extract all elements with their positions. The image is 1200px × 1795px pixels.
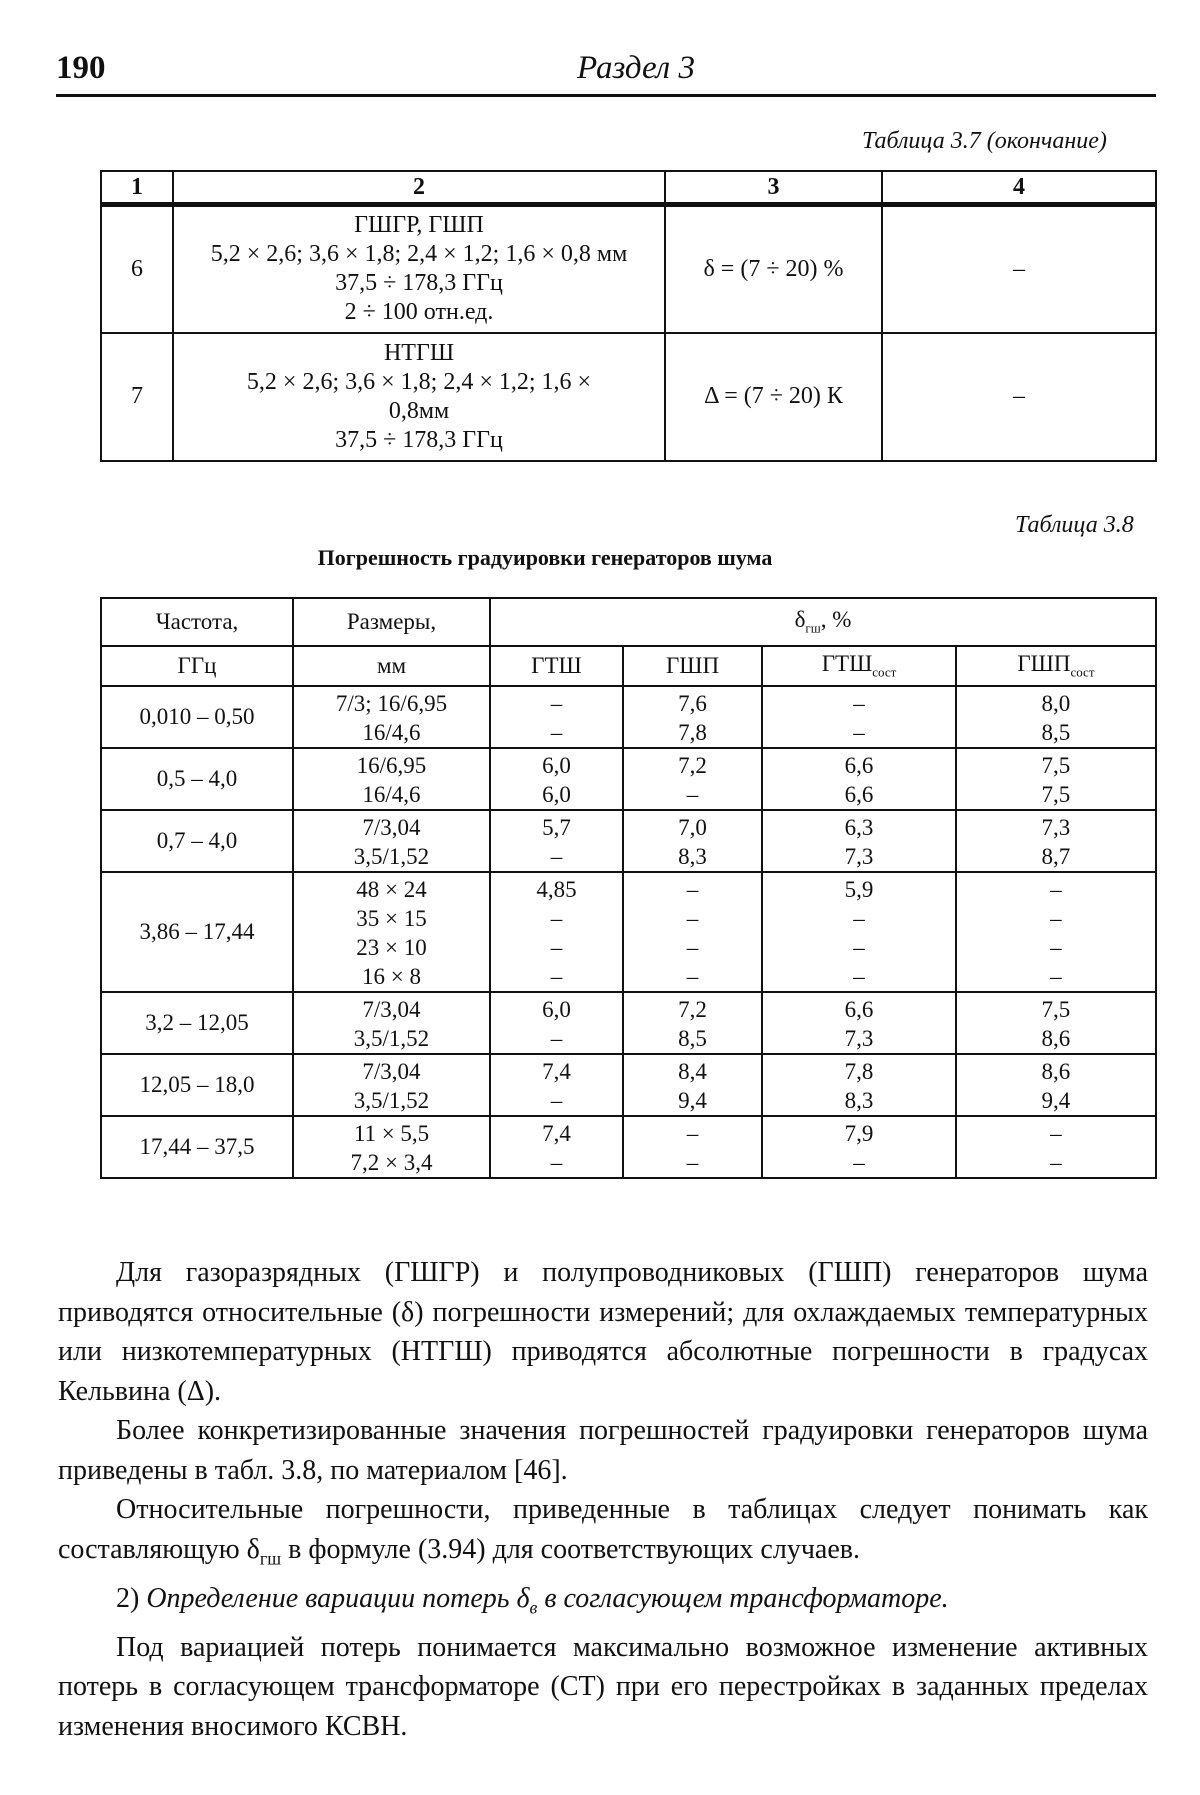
table-row [101,992,1156,1054]
frequency-cell: 17,44 – 37,5 [101,1116,293,1178]
cell-line: – [550,1026,563,1051]
desc-line: 5,2 × 2,6; 3,6 × 1,8; 2,4 × 1,2; 1,6 × 0,8 мм [210,241,628,268]
cell-line: – [550,964,563,989]
cell-line: – [686,906,699,931]
paragraph-text: Определение вариации потерь δ [146,1582,530,1614]
cell-line: 7/3,04 [362,1059,421,1084]
cell-line: 7/3,04 [362,997,421,1022]
cell-line: – [853,906,865,931]
table-37-col-3: 3 [665,171,882,205]
cell-line: 7,3 [844,844,874,869]
cell-line: 7,9 [844,1121,874,1146]
cell-line: 8,0 [1041,691,1071,716]
gshp-sost-cell [956,992,1156,1054]
row-description [173,205,665,333]
cell-line: 8,6 [1041,1026,1071,1051]
gtsh-cell [490,1054,623,1116]
cell-line: 7,3 [1041,815,1071,840]
gtsh-sost-cell [762,810,956,872]
head-gshp: ГШП [623,646,762,686]
cell-line: 6,6 [844,753,874,778]
head-size: Размеры, [293,598,490,646]
row-error: δ = (7 ÷ 20) % [665,205,882,333]
row-number: 6 [101,205,173,333]
cell-line: 7,3 [844,1026,874,1051]
cell-line: 7/3,04 [362,815,421,840]
cell-line: – [853,720,865,745]
running-header [56,50,1156,94]
gshp-sost-cell [956,748,1156,810]
cell-line: – [853,964,865,989]
cell-line: – [1050,935,1062,960]
cell-line: – [853,1150,865,1175]
page-number: 190 [56,50,106,86]
cell-line: 3,5/1,52 [353,1088,430,1113]
body-text [58,1253,1148,1746]
cell-line: 8,6 [1041,1059,1071,1084]
gtsh-cell [490,872,623,992]
table-38-title: Погрешность градуировки генераторов шума [317,545,773,570]
desc-line: 2 ÷ 100 отн.ед. [344,299,494,326]
subscript: гш [259,1548,282,1569]
cell-line: 8,3 [844,1088,874,1113]
gshp-cell [623,748,762,810]
gtsh-cell [490,1116,623,1178]
cell-line: – [686,964,699,989]
frequency-cell: 12,05 – 18,0 [101,1054,293,1116]
gtsh-sost-cell [762,1116,956,1178]
sizes-cell [293,872,490,992]
cell-line: 7,2 × 3,4 [350,1150,433,1175]
head-gtsh-sost [762,646,956,686]
gshp-cell [623,872,762,992]
delta-symbol: δ [794,607,806,633]
delta-subscript: гш [805,620,821,636]
sizes-cell [293,992,490,1054]
gtsh-cell [490,992,623,1054]
paragraph: Для газоразрядных (ГШГР) и полупроводниковых (ГШП) генераторов шума приводятся относительные (δ) погрешности измерений; для охлаждаемых температурных или низкотемпературных (НТГШ) приводятся абсолютные погрешности в градусах Кельвина (Δ). [58,1257,1148,1407]
gshp-sost-cell [956,1116,1156,1178]
cell-line: 7,8 [678,720,707,745]
cell-line: 7/3; 16/6,95 [335,691,448,716]
cell-line: – [853,935,865,960]
cell-line: – [550,906,563,931]
cell-line: – [686,782,699,807]
cell-line: 7,5 [1041,997,1071,1022]
head-sost-subscript: сост [872,664,897,680]
cell-line: 7,2 [678,753,707,778]
table-3-8 [100,597,1157,1179]
head-sost-subscript: сост [1070,664,1095,680]
cell-line: 8,5 [678,1026,707,1051]
row-col4: – [882,205,1156,333]
cell-line: 9,4 [678,1088,707,1113]
paragraph [58,1490,1148,1579]
paragraph: Под вариацией потерь понимается максимально возможное изменение активных потерь в согласующем трансформаторе (СТ) при его перестройках в заданных пределах изменения вносимого КСВН. [58,1631,1148,1742]
cell-line: – [550,1088,563,1113]
cell-line: 23 × 10 [356,935,427,960]
table-row [101,1054,1156,1116]
cell-line: – [686,935,699,960]
table-37-col-1: 1 [101,171,173,205]
cell-line: – [1050,1121,1062,1146]
section-title: Раздел 3 [577,50,695,86]
cell-line: 7,5 [1041,753,1071,778]
cell-line: – [853,691,865,716]
gtsh-sost-cell [762,992,956,1054]
frequency-cell: 0,7 – 4,0 [101,810,293,872]
table-37-caption: Таблица 3.7 (окончание) [862,128,1107,154]
cell-line: 6,6 [844,997,874,1022]
desc-line: 37,5 ÷ 178,3 ГГц [335,426,503,453]
head-frequency: Частота, [101,598,293,646]
gshp-sost-cell [956,810,1156,872]
cell-line: 5,7 [542,815,571,840]
cell-line: 8,4 [678,1059,707,1084]
cell-line: – [550,1150,563,1175]
cell-line: 7,0 [678,815,707,840]
subscript: в [529,1597,538,1618]
table-38-header-row-1 [101,598,1156,646]
gshp-sost-cell [956,686,1156,748]
paragraph: Более конкретизированные значения погрешностей градуировки генераторов шума приведены в табл. 3.8, по материалом [46]. [58,1415,1148,1486]
cell-line: 16/6,95 [356,753,427,778]
head-delta [490,598,1156,646]
gtsh-cell [490,686,623,748]
row-number: 7 [101,333,173,461]
item-number: 2) [116,1582,147,1614]
table-row [101,748,1156,810]
frequency-cell: 0,5 – 4,0 [101,748,293,810]
cell-line: – [550,720,563,745]
gtsh-sost-cell [762,748,956,810]
table-row [101,205,1156,333]
table-row [101,872,1156,992]
row-col4: – [882,333,1156,461]
cell-line: – [1050,1150,1062,1175]
cell-line: 7,4 [542,1059,571,1084]
gtsh-sost-cell [762,1054,956,1116]
cell-line: – [550,691,563,716]
table-38-header-row-2 [101,646,1156,686]
cell-line: 3,5/1,52 [353,844,430,869]
desc-line: 37,5 ÷ 178,3 ГГц [335,270,503,297]
cell-line: 8,5 [1041,720,1071,745]
cell-line: 8,3 [678,844,707,869]
cell-line: – [550,935,563,960]
cell-line: – [686,1150,699,1175]
head-size-unit: мм [293,646,490,686]
cell-line: 7,6 [678,691,707,716]
desc-line: 0,8мм [388,397,450,424]
sizes-cell [293,748,490,810]
head-frequency-unit: ГГц [101,646,293,686]
table-3-7 [100,170,1157,462]
cell-line: 11 × 5,5 [353,1121,430,1146]
cell-line: – [686,1121,699,1146]
cell-line: 35 × 15 [356,906,427,931]
cell-line: 7,8 [844,1059,874,1084]
paragraph [58,1579,1148,1628]
table-38-caption: Таблица 3.8 [1015,512,1134,538]
gshp-cell [623,1054,762,1116]
head-gtsh-sost-label: ГТШ [821,651,873,677]
sizes-cell [293,810,490,872]
paragraph-text: в формуле (3.94) для соответствующих случаев. [281,1533,860,1565]
cell-line: 6,6 [844,782,874,807]
head-gtsh: ГТШ [490,646,623,686]
head-gshp-sost-label: ГШП [1017,651,1071,677]
sizes-cell [293,686,490,748]
cell-line: 3,5/1,52 [353,1026,430,1051]
delta-unit: , % [820,607,852,633]
table-38-body [101,686,1156,1178]
gshp-cell [623,810,762,872]
gtsh-cell [490,810,623,872]
table-row [101,333,1156,461]
cell-line: 6,0 [542,782,571,807]
head-gshp-sost [956,646,1156,686]
desc-line: НТГШ [383,339,455,366]
cell-line: 4,85 [536,877,577,902]
cell-line: 16/4,6 [362,782,421,807]
cell-line: – [1050,877,1062,902]
row-description [173,333,665,461]
paragraph-text: в согласующем трансформаторе. [537,1582,949,1614]
cell-line: 6,0 [542,997,571,1022]
cell-line: 8,7 [1041,844,1071,869]
gtsh-cell [490,748,623,810]
cell-line: 7,2 [678,997,707,1022]
sizes-cell [293,1116,490,1178]
table-37-col-4: 4 [882,171,1156,205]
cell-line: – [550,844,563,869]
cell-line: – [686,877,699,902]
header-rule [56,94,1156,97]
sizes-cell [293,1054,490,1116]
desc-line: ГШГР, ГШП [354,212,484,239]
cell-line: 48 × 24 [356,877,427,902]
cell-line: – [1050,906,1062,931]
gshp-cell [623,992,762,1054]
cell-line: 9,4 [1041,1088,1071,1113]
gshp-sost-cell [956,1054,1156,1116]
cell-line: 16/4,6 [362,720,421,745]
table-37-header-row [101,171,1156,205]
cell-line: 7,4 [542,1121,571,1146]
cell-line: – [1050,964,1062,989]
frequency-cell: 3,2 – 12,05 [101,992,293,1054]
table-37-col-2: 2 [173,171,665,205]
table-row [101,1116,1156,1178]
cell-line: 7,5 [1041,782,1071,807]
gshp-sost-cell [956,872,1156,992]
gtsh-sost-cell [762,872,956,992]
cell-line: 16 × 8 [362,964,421,989]
table-row [101,810,1156,872]
cell-line: 6,0 [542,753,571,778]
gshp-cell [623,1116,762,1178]
gtsh-sost-cell [762,686,956,748]
cell-line: 6,3 [844,815,874,840]
paragraph-text: Относительные погрешности, приведенные в таблицах следует понимать как составляющую δ [58,1494,1148,1565]
frequency-cell: 3,86 – 17,44 [101,872,293,992]
frequency-cell: 0,010 – 0,50 [101,686,293,748]
table-row [101,686,1156,748]
gshp-cell [623,686,762,748]
desc-line: 5,2 × 2,6; 3,6 × 1,8; 2,4 × 1,2; 1,6 × [246,368,592,395]
row-error: Δ = (7 ÷ 20) К [665,333,882,461]
cell-line: 5,9 [844,877,874,902]
